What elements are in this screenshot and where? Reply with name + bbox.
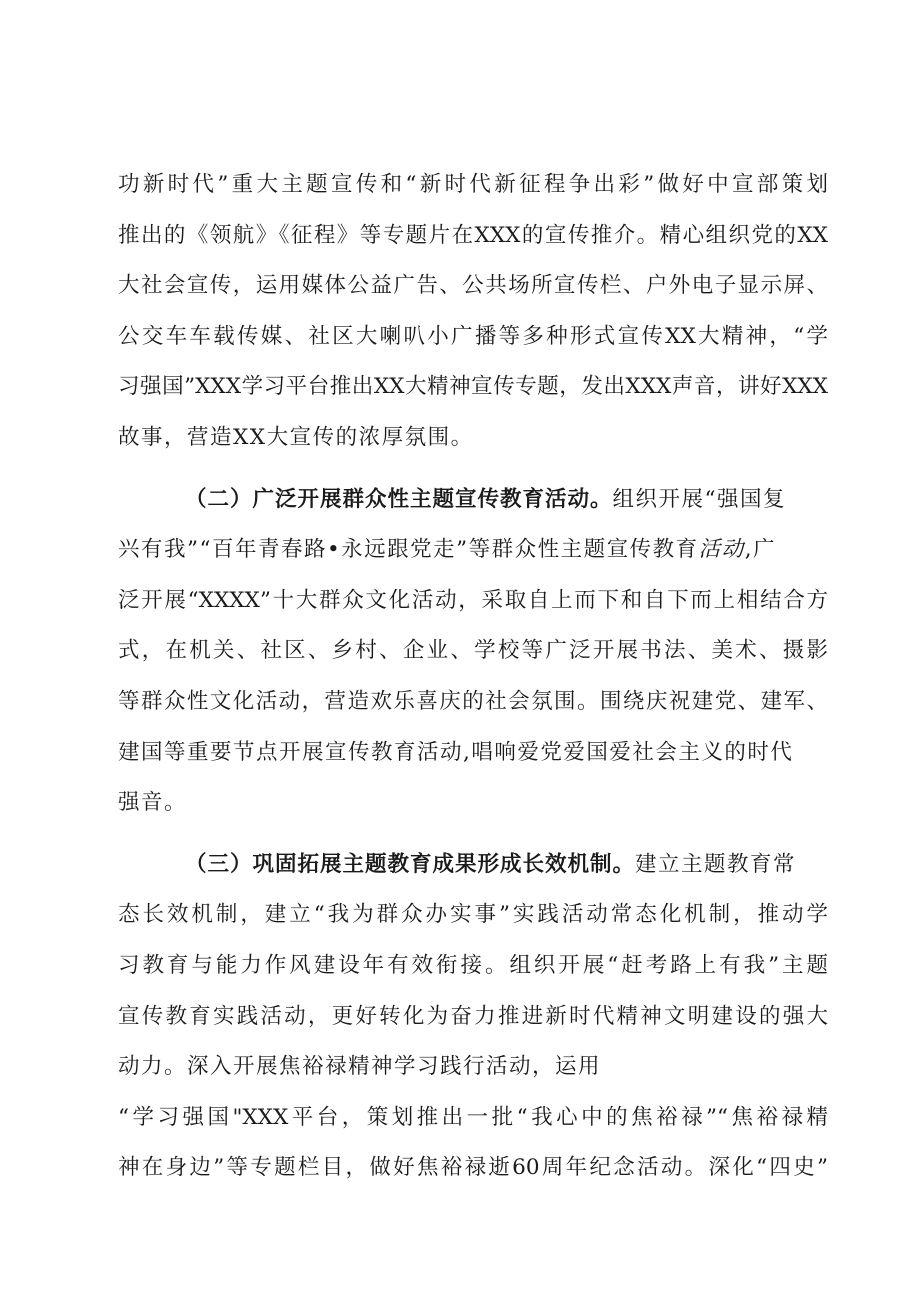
section-heading-2: （二）广泛开展群众性主题宣传教育活动。: [185, 486, 613, 512]
text-line: 等群众性文化活动，营造欢乐喜庆的社会氛围。围绕庆祝建党、建军、: [118, 688, 828, 714]
text-line: 泛开展“XXXX”十大群众文化活动，采取自上而下和自下而上相结合方: [118, 587, 828, 613]
text-line: 建国等重要节点开展宣传教育活动,唱响爱党爱国爱社会主义的时代: [118, 739, 794, 765]
text-line: 宣传教育实践活动，更好转化为奋力推进新时代精神文明建设的强大: [118, 1003, 828, 1029]
text-run: 兴有我”“百年青春路•永远跟党走”等群众性主题宣传教育: [118, 537, 699, 563]
text-line: 推出的《领航》《征程》等专题片在XXX的宣传推介。精心组织党的XX: [118, 222, 828, 248]
section-heading-3: （三）巩固拓展主题教育成果形成长效机制。: [185, 851, 636, 877]
text-line: “学习强国"XXX平台，策划推出一批“我心中的焦裕禄”“焦裕禄精: [118, 1104, 828, 1130]
text-line: 大社会宣传，运用媒体公益广告、公共场所宣传栏、户外电子显示屏、: [118, 273, 828, 299]
text-line: [118, 475, 828, 526]
paragraph-spacer: [118, 464, 828, 475]
text-run: 组织开展“强国复: [612, 486, 787, 512]
text-line: [118, 840, 828, 891]
text-line: 态长效机制，建立“我为群众办实事”实践活动常态化机制，推动学: [118, 902, 828, 928]
text-line: 神在身边”等专题栏目，做好焦裕禄逝60周年纪念活动。深化“四史”: [118, 1155, 828, 1181]
text-line: 功新时代”重大主题宣传和“新时代新征程争出彩”做好中宣部策划: [118, 172, 828, 197]
paragraph-2: [118, 475, 828, 829]
italic-text-run: 活动: [698, 537, 745, 563]
text-line: 强音。: [118, 790, 188, 816]
text-line: 动力。深入开展焦裕禄精神学习践行活动，运用: [118, 1054, 602, 1080]
paragraph-spacer: [118, 829, 828, 840]
paragraph-1: [118, 160, 828, 464]
text-run: ,广: [744, 537, 777, 563]
text-line: 习强国”XXX学习平台推出XX大精神宣传专题，发出XXX声音，讲好XXX: [118, 374, 828, 400]
text-line: [118, 525, 828, 576]
text-line: 式，在机关、社区、乡村、企业、学校等广泛开展书法、美术、摄影: [118, 638, 828, 664]
text-line: 公交车车载传媒、社区大喇叭小广播等多种形式宣传XX大精神，“学: [118, 323, 828, 349]
text-line: 故事，营造XX大宣传的浓厚氛围。: [118, 424, 474, 450]
text-line: 习教育与能力作风建设年有效衔接。组织开展“赶考路上有我”主题: [118, 952, 828, 978]
document-body: [118, 160, 828, 1194]
paragraph-3: [118, 840, 828, 1194]
text-run: 建立主题教育常: [635, 851, 797, 877]
